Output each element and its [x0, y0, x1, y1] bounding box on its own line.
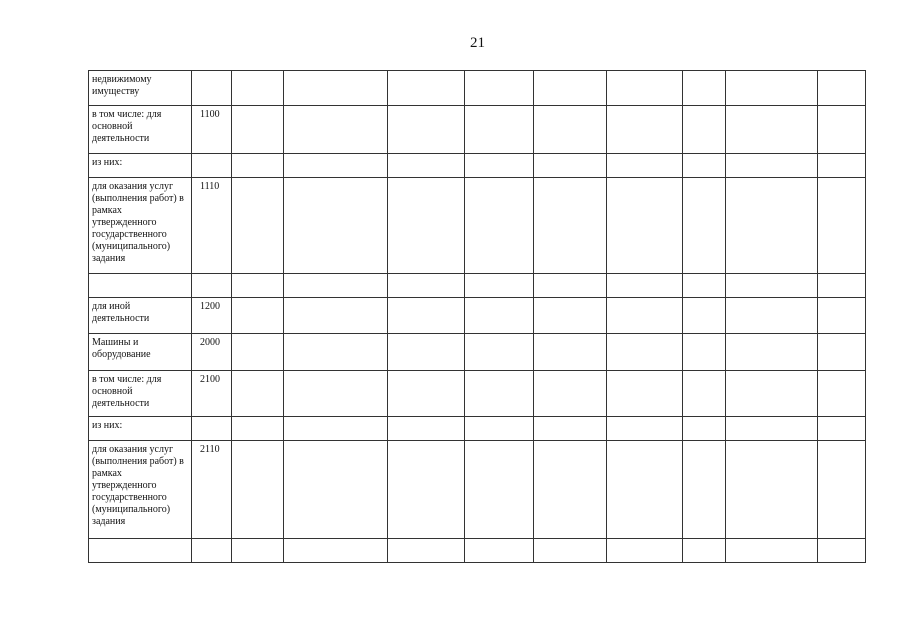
table-cell [388, 298, 465, 334]
table-cell [388, 71, 465, 106]
row-code-cell [192, 71, 232, 106]
row-code-cell [192, 154, 232, 178]
table-cell [388, 154, 465, 178]
table-cell [683, 298, 726, 334]
table-cell [388, 334, 465, 371]
table-cell [465, 71, 534, 106]
table-cell [232, 106, 284, 154]
table-cell [683, 274, 726, 298]
table-cell [818, 154, 866, 178]
table-cell [683, 371, 726, 417]
row-label-cell [89, 539, 192, 563]
table-cell [465, 154, 534, 178]
table-cell [607, 417, 683, 441]
row-label-cell: из них: [89, 417, 192, 441]
table-cell [284, 154, 388, 178]
table-cell [388, 539, 465, 563]
table-cell [232, 298, 284, 334]
table-cell [465, 539, 534, 563]
table-cell [607, 154, 683, 178]
table-cell [284, 71, 388, 106]
table-cell [388, 371, 465, 417]
table-cell [683, 154, 726, 178]
table-cell [726, 441, 818, 539]
table-cell [818, 539, 866, 563]
row-code-cell: 2100 [192, 371, 232, 417]
table-row [89, 539, 866, 563]
table-cell [232, 71, 284, 106]
table-row [89, 371, 866, 417]
table-cell [607, 539, 683, 563]
table-cell [534, 274, 607, 298]
table-row [89, 106, 866, 154]
table-cell [818, 417, 866, 441]
table-cell [534, 154, 607, 178]
page-number: 21 [470, 35, 485, 51]
table-body [89, 71, 866, 563]
table-cell [534, 371, 607, 417]
row-label-cell: недвижимому имуществу [89, 71, 192, 106]
table-cell [607, 371, 683, 417]
table-row [89, 71, 866, 106]
row-label-cell: из них: [89, 154, 192, 178]
table-cell [232, 274, 284, 298]
table-cell [818, 106, 866, 154]
table-cell [726, 274, 818, 298]
table-cell [818, 441, 866, 539]
table-cell [388, 417, 465, 441]
table-row [89, 417, 866, 441]
table-cell [465, 417, 534, 441]
table-cell [388, 274, 465, 298]
table-cell [284, 539, 388, 563]
table-cell [465, 178, 534, 274]
table-cell [534, 539, 607, 563]
table-cell [818, 274, 866, 298]
table-cell [683, 417, 726, 441]
row-label-cell: для иной деятельности [89, 298, 192, 334]
table-cell [232, 371, 284, 417]
table-cell [232, 334, 284, 371]
row-label-cell [89, 274, 192, 298]
table-cell [607, 106, 683, 154]
table-cell [284, 274, 388, 298]
table-cell [388, 178, 465, 274]
table-cell [726, 334, 818, 371]
table-row [89, 298, 866, 334]
table-cell [388, 441, 465, 539]
table-cell [232, 539, 284, 563]
table-cell [607, 334, 683, 371]
row-label-cell: для оказания услуг (выполнения работ) в рамках утвержденного государственного (муниципального) задания [89, 441, 192, 539]
table-cell [465, 441, 534, 539]
table-cell [465, 371, 534, 417]
table-cell [607, 441, 683, 539]
table-cell [534, 298, 607, 334]
table-cell [232, 441, 284, 539]
table-cell [683, 441, 726, 539]
table-cell [818, 334, 866, 371]
table-cell [726, 178, 818, 274]
table-row [89, 178, 866, 274]
table-cell [232, 154, 284, 178]
row-label-cell: Машины и оборудование [89, 334, 192, 371]
table-cell [818, 178, 866, 274]
row-code-cell [192, 539, 232, 563]
table-cell [607, 274, 683, 298]
row-code-cell [192, 274, 232, 298]
table-cell [607, 178, 683, 274]
table-cell [284, 178, 388, 274]
table-cell [683, 71, 726, 106]
table-cell [534, 71, 607, 106]
table-cell [726, 298, 818, 334]
table-cell [683, 539, 726, 563]
table-row [89, 154, 866, 178]
table-cell [683, 106, 726, 154]
table-cell [465, 106, 534, 154]
table-cell [683, 334, 726, 371]
table-cell [284, 334, 388, 371]
table-cell [534, 441, 607, 539]
table-row [89, 274, 866, 298]
table-cell [726, 106, 818, 154]
row-code-cell: 1110 [192, 178, 232, 274]
table-cell [232, 417, 284, 441]
table-row [89, 334, 866, 371]
table-cell [388, 106, 465, 154]
table-cell [284, 106, 388, 154]
row-code-cell: 1200 [192, 298, 232, 334]
row-label-cell: для оказания услуг (выполнения работ) в рамках утвержденного государственного (муниципального) задания [89, 178, 192, 274]
row-code-cell: 1100 [192, 106, 232, 154]
table-cell [726, 371, 818, 417]
row-label-cell: в том числе: для основной деятельности [89, 106, 192, 154]
table-row [89, 441, 866, 539]
table-cell [726, 71, 818, 106]
table-cell [818, 298, 866, 334]
row-code-cell: 2000 [192, 334, 232, 371]
table-cell [726, 154, 818, 178]
table-cell [534, 417, 607, 441]
table-cell [284, 441, 388, 539]
table-cell [465, 298, 534, 334]
table-cell [232, 178, 284, 274]
report-table [88, 70, 866, 563]
table-cell [534, 106, 607, 154]
row-code-cell: 2110 [192, 441, 232, 539]
row-code-cell [192, 417, 232, 441]
table-cell [465, 334, 534, 371]
table-cell [818, 71, 866, 106]
table-cell [683, 178, 726, 274]
table-cell [607, 71, 683, 106]
table-cell [818, 371, 866, 417]
table-cell [726, 417, 818, 441]
table-cell [465, 274, 534, 298]
row-label-cell: в том числе: для основной деятельности [89, 371, 192, 417]
table-cell [726, 539, 818, 563]
table-cell [284, 417, 388, 441]
table-cell [534, 334, 607, 371]
table-cell [284, 371, 388, 417]
table-cell [534, 178, 607, 274]
table-cell [284, 298, 388, 334]
table-cell [607, 298, 683, 334]
